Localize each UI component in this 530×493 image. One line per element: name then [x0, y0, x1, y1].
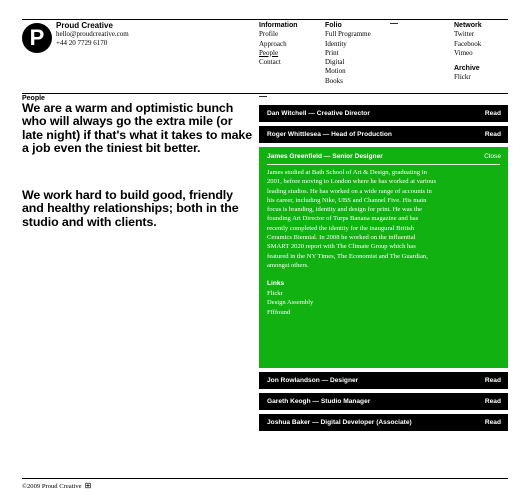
- nav-folio: [325, 21, 371, 86]
- nav-item-print[interactable]: Print: [325, 48, 339, 57]
- nav-folio-heading: Folio: [325, 22, 342, 29]
- close-link[interactable]: Close: [484, 153, 501, 160]
- member-name: Jon Rowlandson — Designer: [267, 377, 359, 384]
- nav-item-approach[interactable]: Approach: [259, 39, 287, 48]
- logo-letter: P: [29, 25, 45, 50]
- panel-divider: [267, 164, 500, 165]
- nav-information: [259, 21, 298, 67]
- intro-paragraph-2: We work hard to build good, friendly and healthy relationships; both in the studio and with clients.: [22, 188, 239, 229]
- nav-item-profile[interactable]: Profile: [259, 30, 279, 39]
- copyright: ©2009 Proud Creative: [22, 483, 82, 490]
- read-link[interactable]: Read: [484, 398, 501, 405]
- nav-information-heading: Information: [259, 22, 298, 29]
- intro-paragraph-1: We are a warm and optimistic bunch who will always go the extra mile (or late night) if that's what it takes to make a job even the tiniest bit better.: [22, 101, 252, 156]
- link-flickr[interactable]: Flickr: [267, 290, 283, 297]
- member-row-roger-whittlesea[interactable]: [259, 126, 508, 143]
- member-name: James Greenfield — Senior Designer: [267, 153, 383, 160]
- member-name: Dan Witchell — Creative Director: [267, 110, 370, 117]
- member-row-joshua-baker[interactable]: [259, 414, 508, 431]
- read-link[interactable]: Read: [484, 131, 501, 138]
- nav-item-contact[interactable]: Contact: [259, 58, 281, 67]
- member-row-dan-witchell[interactable]: [259, 105, 508, 122]
- section-dash: —: [259, 92, 267, 101]
- member-name: Joshua Baker — Digital Developer (Associate): [267, 419, 412, 426]
- brand-name: Proud Creative: [56, 21, 113, 30]
- links-heading: Links: [267, 280, 285, 287]
- member-name: Gareth Keogh — Studio Manager: [267, 398, 371, 405]
- link-ffffound[interactable]: Ffffound: [267, 308, 291, 316]
- section-label-people: People: [22, 95, 45, 102]
- nav-network: [454, 21, 482, 58]
- nav-dash: —: [390, 19, 398, 28]
- nav-item-full-programme[interactable]: Full Programme: [325, 30, 371, 39]
- member-row-jon-rowlandson[interactable]: [259, 372, 508, 389]
- grid-icon[interactable]: ⊞: [84, 481, 92, 490]
- member-links: [267, 289, 313, 317]
- nav-item-facebook[interactable]: Facebook: [454, 39, 482, 48]
- nav-archive: [454, 64, 480, 83]
- footer: [22, 481, 91, 490]
- nav-item-flickr[interactable]: Flickr: [454, 73, 471, 82]
- nav-item-digital[interactable]: Digital: [325, 58, 345, 67]
- nav-item-twitter[interactable]: Twitter: [454, 30, 475, 39]
- header-top-rule: [22, 19, 508, 20]
- nav-item-vimeo[interactable]: Vimeo: [454, 48, 473, 57]
- read-link[interactable]: Read: [484, 377, 501, 384]
- nav-item-books[interactable]: Books: [325, 76, 343, 85]
- nav-item-identity[interactable]: Identity: [325, 39, 347, 48]
- nav-item-people[interactable]: People: [259, 48, 279, 57]
- brand-phone: +44 20 7729 6170: [56, 39, 108, 47]
- member-bio: James studied at Bath School of Art & Design, graduating in 2001, before moving to London where he has worked at various leading studios. He has worked on a wide range of accounts in his career, including Nike, UBS and Channel Five. His main focus is branding, identity and design for print. He was the founding Art Director of Turps Banana magazine and has recently completed the identity for the inaugural British Ceramics Biennial. In 2008 he worked on the influential SMART 2020 report with The Climate Group which has featured in the NY Times, The Economist and The Guardian, amongst others.: [267, 169, 437, 269]
- read-link[interactable]: Read: [484, 419, 501, 426]
- nav-archive-heading: Archive: [454, 65, 480, 72]
- logo-icon[interactable]: [22, 23, 52, 53]
- nav-network-heading: Network: [454, 22, 482, 29]
- footer-rule: [22, 478, 508, 479]
- link-design-assembly[interactable]: Design Assembly: [267, 299, 314, 307]
- read-link[interactable]: Read: [484, 110, 501, 117]
- member-panel-james-greenfield: [259, 147, 508, 368]
- brand-email-link[interactable]: hello@proudcreative.com: [56, 30, 129, 38]
- nav-item-motion[interactable]: Motion: [325, 67, 346, 76]
- member-name: Roger Whittlesea — Head of Production: [267, 131, 392, 138]
- member-row-gareth-keogh[interactable]: [259, 393, 508, 410]
